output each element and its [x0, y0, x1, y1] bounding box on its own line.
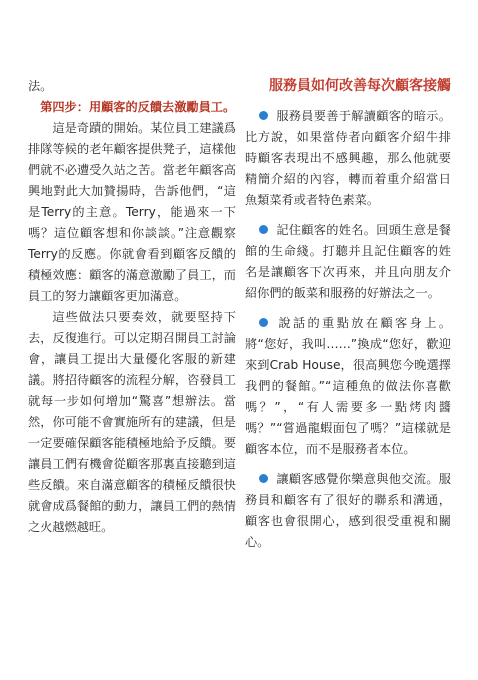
bullet-text: 記住顧客的姓名。回頭生意是餐館的生命綫。打聽并且記住顧客的姓名是讓顧客下次再來，并且向朋友介紹你們的飯菜和服務的好辦法之一。: [245, 223, 451, 300]
left-column: [28, 76, 236, 538]
step-label: 第四步：: [40, 100, 89, 114]
right-column: [245, 76, 451, 553]
bullet-dot-icon: [259, 318, 268, 327]
bullet-dot-icon: [259, 225, 268, 234]
bullet-dot-icon: [259, 111, 268, 120]
bullet-text: 服務員要善于解讀顧客的暗示。比方說，如果當侍者向顧客介紹牛排時顧客表現出不感興趣，那么他就要精簡介紹的內容，轉而着重介紹當日魚類菜肴或者特色素菜。: [245, 109, 451, 207]
bullet-item: [245, 313, 451, 460]
continuation-text: 法。: [28, 79, 53, 93]
bullet-item: [245, 469, 451, 553]
step-four-heading: [28, 97, 236, 118]
bullet-dot-icon: [259, 474, 268, 483]
section-title: 服務員如何改善每次顧客接觸: [269, 78, 451, 94]
bullet-text: 說話的重點放在顧客身上。將“您好，我叫……”換成“您好，歡迎來到Crab House，很高興您今晚選擇我們的餐館。”“這種魚的做法你喜歡嗎？”，“有人需要多一點烤肉醬嗎？”“嘗過龍蝦面包了嗎？”這樣就是顧客本位，而不是服務者本位。: [245, 316, 451, 456]
step-title: 用顧客的反饋去激勵員工。: [88, 100, 236, 114]
bullet-item: [245, 220, 451, 304]
paragraph: 這是奇蹟的開始。某位員工建議爲排隊等候的老年顧客提供凳子，這樣他們就不必遭受久站之苦。當老年顧客高興地對此大加贊揚時，告訴他們，“這是Terry的主意。Terry，能過來一下嗎？這位顧客想和你談談。”注意觀察Terry的反應。你就會看到顧客反饋的積極效應：顧客的滿意激勵了員工，而員工的努力讓顧客更加滿意。: [28, 121, 236, 303]
paragraph: 這些做法只要奏效，就要堅持下去，反復進行。可以定期召開員工討論會，讓員工提出大量優化客服的新建議。將招待顧客的流程分解，咨發員工就每一步如何增加“驚喜”想辦法。當然，你可能不會實施所有的建議，但是一定要確保顧客能積極地給予反饋。要讓員工們有機會從顧客那裏直接聽到這些反饋。來自滿意顧客的積極反饋很快就會成爲餐館的動力，讓員工們的熱情之火越燃越旺。: [28, 310, 236, 534]
bullet-item: [245, 106, 451, 211]
bullet-text: 讓顧客感覺你樂意與他交流。服務員和顧客有了很好的聯系和溝通，顧客也會很開心，感到很受重視和關心。: [245, 472, 451, 549]
